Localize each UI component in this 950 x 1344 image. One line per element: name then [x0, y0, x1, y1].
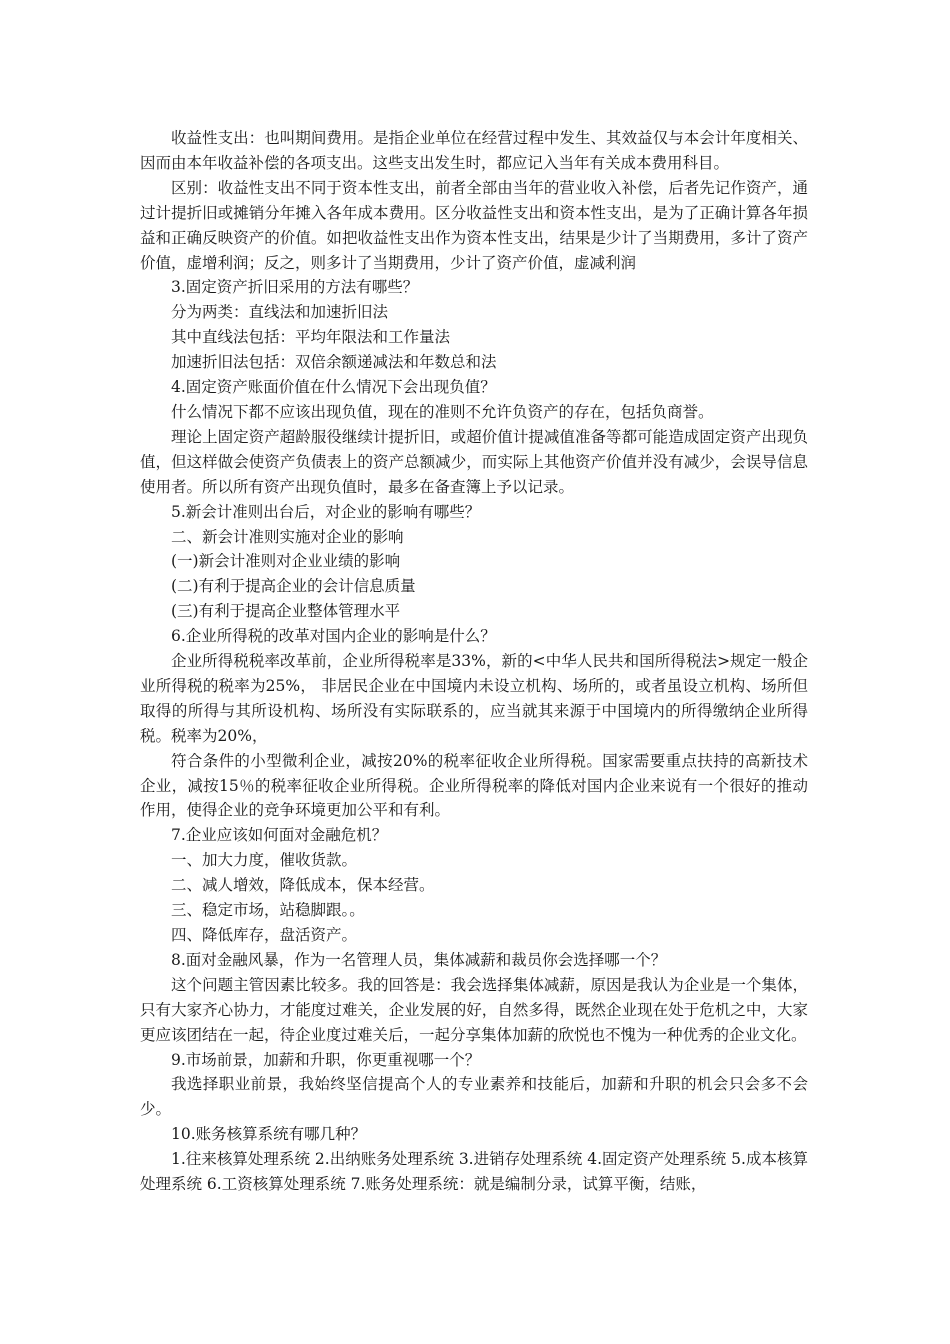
answer-line: 其中直线法包括：平均年限法和工作量法 — [171, 328, 451, 347]
question-10: 10.账务核算系统有哪几种？ — [171, 1125, 367, 1144]
paragraph-difference: 区别：收益性支出不同于资本性支出，前者全部由当年的营业收入补偿，后者先记作资产，通过计提折旧或摊销分年摊入各年成本费用。区分收益性支出和资本性支出，是为了正确计算各年损益和正确反映资产的价值。如把收益性支出作为资本性支出，结果是少计了当期费用，多计了资产价值，虚增利润；反之，则多计了当期费用，少计了资产价值，虚减利润 — [140, 178, 808, 272]
answer-line: 二、新会计准则实施对企业的影响 — [171, 527, 404, 546]
answer-paragraph: 企业所得税税率改革前，企业所得税率是33%，新的<中华人民共和国所得税法>规定一般企业所得税的税率为25%， 非居民企业在中国境内未设立机构、场所的，或者虽设立机构、场所但取得的所得与其所设机构、场所没有实际联系的，应当就其来源于中国境内的所得缴纳企业所得税。税率为20%， — [140, 652, 808, 745]
question-7: 7.企业应该如何面对金融危机？ — [171, 826, 388, 845]
answer-line: 什么情况下都不应该出现负值，现在的准则不允许负资产的存在，包括负商誉。 — [171, 402, 714, 421]
answer-paragraph: 符合条件的小型微利企业，减按20%的税率征收企业所得税。国家需要重点扶持的高新技术企业，减按15％的税率征收企业所得税。企业所得税率的降低对国内企业来说有一个很好的推动作用，使得企业的竞争环境更加公平和有利。 — [140, 751, 808, 820]
answer-line: (二)有利于提高企业的会计信息质量 — [171, 577, 416, 596]
answer-line: 三、稳定市场，站稳脚跟。。 — [171, 901, 365, 920]
question-6: 6.企业所得税的改革对国内企业的影响是什么？ — [171, 627, 496, 646]
answer-line: 二、减人增效，降低成本，保本经营。 — [171, 876, 435, 895]
question-9: 9.市场前景，加薪和升职，你更重视哪一个？ — [171, 1050, 481, 1069]
answer-paragraph: 这个问题主管因素比较多。我的回答是：我会选择集体减薪，原因是我认为企业是一个集体，只有大家齐心协力，才能度过难关，企业发展的好，自然多得，既然企业现在处于危机之中，大家更应该团结在一起，待企业度过难关后，一起分享集体加薪的欣悦也不愧为一种优秀的企业文化。 — [140, 975, 808, 1044]
question-8: 8.面对金融风暴，作为一名管理人员，集体减薪和裁员你会选择哪一个？ — [171, 950, 667, 969]
answer-line: 四、降低库存，盘活资产。 — [171, 926, 358, 944]
answer-line: (三)有利于提高企业整体管理水平 — [171, 602, 401, 621]
question-4: 4.固定资产账面价值在什么情况下会出现负值？ — [171, 378, 496, 397]
answer-line: 一、加大力度，催收货款。 — [171, 851, 358, 870]
paragraph-revenue-expenditure: 收益性支出：也叫期间费用。是指企业单位在经营过程中发生、其效益仅与本会计年度相关、因而由本年收益补偿的各项支出。这些支出发生时，都应记入当年有关成本费用科目。 — [140, 129, 808, 172]
document-body — [140, 126, 808, 1197]
answer-line: 加速折旧法包括：双倍余额递减法和年数总和法 — [171, 353, 497, 372]
answer-line: 分为两类：直线法和加速折旧法 — [171, 303, 389, 322]
question-5: 5.新会计准则出台后，对企业的影响有哪些？ — [171, 502, 481, 521]
answer-paragraph: 1.往来核算处理系统 2.出纳账务处理系统 3.进销存处理系统 4.固定资产处理系统 5.成本核算处理系统 6.工资核算处理系统 7.账务处理系统：就是编制分录，试算平衡，结账， — [140, 1150, 808, 1194]
question-3: 3.固定资产折旧采用的方法有哪些？ — [171, 278, 419, 297]
answer-paragraph: 我选择职业前景，我始终坚信提高个人的专业素养和技能后，加薪和升职的机会只会多不会少。 — [140, 1075, 808, 1119]
answer-paragraph: 理论上固定资产超龄服役继续计提折旧，或超价值计提减值准备等都可能造成固定资产出现负值，但这样做会使资产负债表上的资产总额减少，而实际上其他资产价值并没有减少，会误导信息使用者。所以所有资产出现负值时，最多在备查簿上予以记录。 — [140, 427, 808, 496]
answer-line: (一)新会计准则对企业业绩的影响 — [171, 552, 401, 571]
